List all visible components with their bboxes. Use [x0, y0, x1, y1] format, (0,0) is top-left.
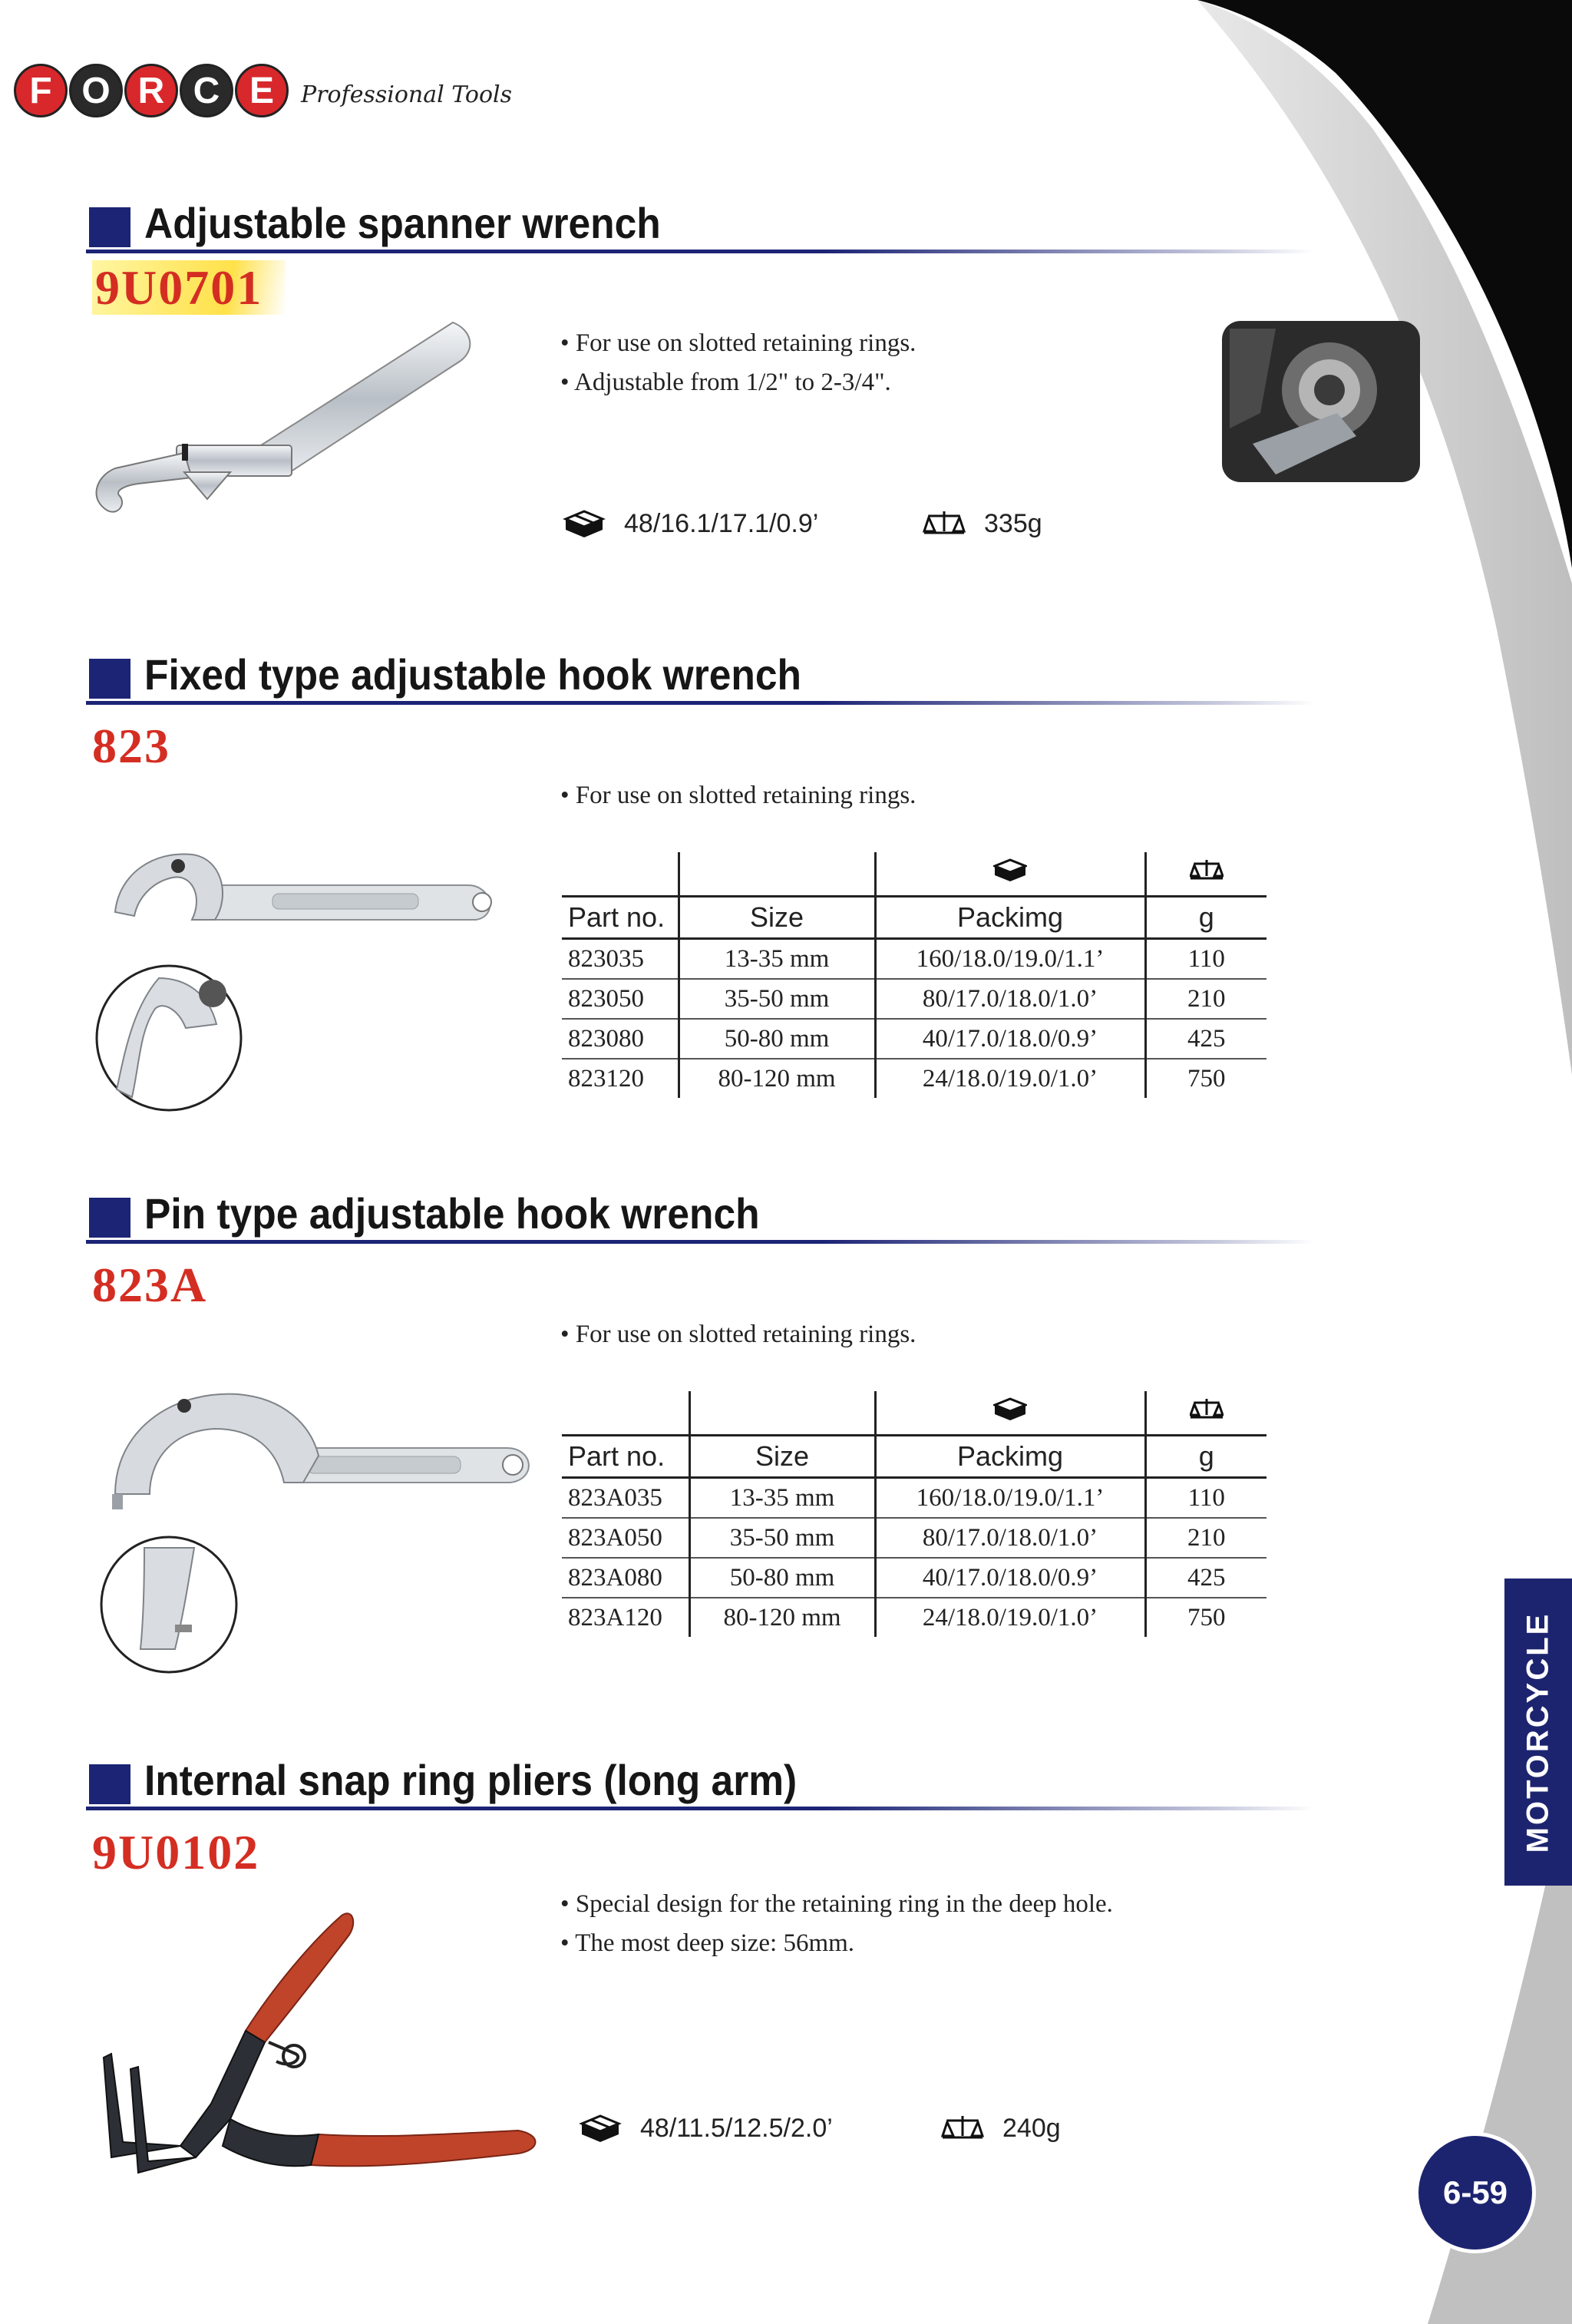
- packing-value: 48/16.1/17.1/0.9’: [624, 508, 819, 538]
- heading-square-icon: [89, 659, 130, 699]
- feature-item: • For use on slotted retaining rings.: [560, 1315, 916, 1354]
- weight-spec: [941, 2113, 1061, 2144]
- cell-weight: 750: [1187, 1064, 1226, 1093]
- section-rule: [86, 1240, 1314, 1244]
- snap-ring-pliers-image: [88, 1904, 564, 2211]
- feature-item: • For use on slotted retaining rings.: [560, 776, 916, 815]
- cell-packing: 40/17.0/18.0/0.9’: [875, 1558, 1145, 1598]
- heading-square-icon: [89, 1198, 130, 1238]
- pin-detail-image: [98, 1534, 239, 1675]
- cell-part-no: 823050: [562, 979, 679, 1019]
- cell-weight: 750: [1187, 1603, 1226, 1631]
- scale-icon: [923, 508, 966, 539]
- cell-part-no: 823080: [562, 1019, 679, 1059]
- cell-size: 80-120 mm: [689, 1598, 875, 1637]
- packing-value: 48/11.5/12.5/2.0’: [640, 2113, 833, 2143]
- table-row: [562, 1019, 1267, 1059]
- col-header: g: [1145, 897, 1267, 939]
- product-code: 9U0102: [92, 1825, 260, 1879]
- heading-square-icon: [89, 207, 130, 247]
- cell-packing: 160/18.0/19.0/1.1’: [875, 1478, 1145, 1519]
- feature-item: • The most deep size: 56mm.: [560, 1924, 1113, 1963]
- feature-item: • Special design for the retaining ring in the deep hole.: [560, 1885, 1113, 1924]
- hook-wrench-image: [107, 843, 507, 927]
- feature-list: [560, 324, 916, 402]
- col-header: Size: [689, 1436, 875, 1478]
- table-row: [562, 979, 1267, 1019]
- weight-value: 240g: [1002, 2113, 1061, 2143]
- box-icon: [563, 508, 606, 539]
- feature-list: [560, 1885, 1113, 1963]
- packing-spec: [579, 2113, 833, 2144]
- cell-part-no: 823A035: [562, 1478, 689, 1519]
- weight-spec: [923, 508, 1042, 539]
- cell-weight: 425: [1145, 1558, 1267, 1598]
- cell-size: 35-50 mm: [689, 1518, 875, 1558]
- cell-weight: 110: [1145, 1478, 1267, 1519]
- cell-packing: 40/17.0/18.0/0.9’: [875, 1019, 1145, 1059]
- brand-tagline: Professional Tools: [301, 81, 513, 108]
- cell-packing: 80/17.0/18.0/1.0’: [875, 1518, 1145, 1558]
- hook-detail-image: [94, 963, 244, 1113]
- table-row: [562, 1598, 1267, 1637]
- usage-photo: [1222, 321, 1420, 482]
- section-heading: [89, 1182, 1317, 1245]
- cell-size: 13-35 mm: [679, 939, 875, 980]
- product-table: [562, 1391, 1267, 1637]
- logo-letter: R: [124, 64, 178, 117]
- product-table: [562, 852, 1267, 1098]
- feature-item: • Adjustable from 1/2" to 2-3/4".: [560, 363, 916, 402]
- cell-size: 50-80 mm: [679, 1019, 875, 1059]
- table-row: [562, 1518, 1267, 1558]
- scale-icon: [941, 2113, 984, 2144]
- feature-list: [560, 776, 916, 815]
- weight-value: 335g: [984, 508, 1042, 538]
- logo-letter: F: [14, 64, 68, 117]
- packing-spec: [563, 508, 818, 539]
- cell-weight: 210: [1145, 1518, 1267, 1558]
- section-heading: [89, 1749, 1317, 1812]
- col-header: Part no.: [562, 1436, 689, 1478]
- section-rule: [86, 250, 1314, 253]
- table-row: [562, 1478, 1267, 1519]
- col-header: Part no.: [562, 897, 679, 939]
- spanner-wrench-image: [84, 315, 484, 522]
- col-header: Packimg: [875, 1436, 1145, 1478]
- logo-letter: C: [180, 64, 233, 117]
- section-rule: [86, 701, 1314, 705]
- box-icon: [993, 858, 1027, 884]
- table-row: [562, 939, 1267, 980]
- category-label: MOTORCYCLE: [1521, 1612, 1555, 1853]
- cell-part-no: 823035: [562, 939, 679, 980]
- cell-size: 50-80 mm: [689, 1558, 875, 1598]
- section-title: Adjustable spanner wrench: [144, 199, 661, 247]
- feature-item: • For use on slotted retaining rings.: [560, 324, 916, 363]
- cell-packing: 80/17.0/18.0/1.0’: [875, 979, 1145, 1019]
- heading-square-icon: [89, 1764, 130, 1804]
- box-icon: [993, 1397, 1027, 1423]
- section-title: Pin type adjustable hook wrench: [144, 1189, 760, 1238]
- product-code: 823A: [92, 1258, 208, 1312]
- cell-weight: 425: [1145, 1019, 1267, 1059]
- cell-size: 80-120 mm: [679, 1059, 875, 1098]
- cell-packing: 24/18.0/19.0/1.0’: [875, 1598, 1145, 1637]
- section-title: Fixed type adjustable hook wrench: [144, 650, 802, 699]
- scale-icon: [1190, 1397, 1224, 1423]
- scale-icon: [1190, 858, 1224, 884]
- product-code: 823: [92, 719, 170, 773]
- section-rule: [86, 1807, 1314, 1810]
- section-heading: [89, 192, 1317, 255]
- section-title: Internal snap ring pliers (long arm): [144, 1756, 798, 1804]
- product-code: 9U0701: [92, 260, 286, 316]
- cell-weight: 110: [1145, 939, 1267, 980]
- page-number: 6-59: [1415, 2132, 1536, 2253]
- cell-weight: 210: [1145, 979, 1267, 1019]
- col-header: g: [1145, 1436, 1267, 1478]
- logo-letter: E: [235, 64, 289, 117]
- box-icon: [579, 2113, 622, 2144]
- logo-letter: O: [69, 64, 123, 117]
- cell-part-no: 823A080: [562, 1558, 689, 1598]
- brand-logo: [14, 54, 512, 127]
- cell-part-no: 823120: [562, 1059, 679, 1098]
- col-header: Packimg: [875, 897, 1145, 939]
- cell-part-no: 823A120: [562, 1598, 689, 1637]
- section-heading: [89, 643, 1317, 706]
- cell-size: 35-50 mm: [679, 979, 875, 1019]
- cell-part-no: 823A050: [562, 1518, 689, 1558]
- table-row: [562, 1059, 1267, 1098]
- cell-packing: 160/18.0/19.0/1.1’: [875, 939, 1145, 980]
- cell-size: 13-35 mm: [689, 1478, 875, 1519]
- col-header: Size: [679, 897, 875, 939]
- cell-packing: 24/18.0/19.0/1.0’: [875, 1059, 1145, 1098]
- pin-hook-wrench-image: [107, 1387, 537, 1509]
- category-tab: [1504, 1579, 1572, 1886]
- feature-list: [560, 1315, 916, 1354]
- table-row: [562, 1558, 1267, 1598]
